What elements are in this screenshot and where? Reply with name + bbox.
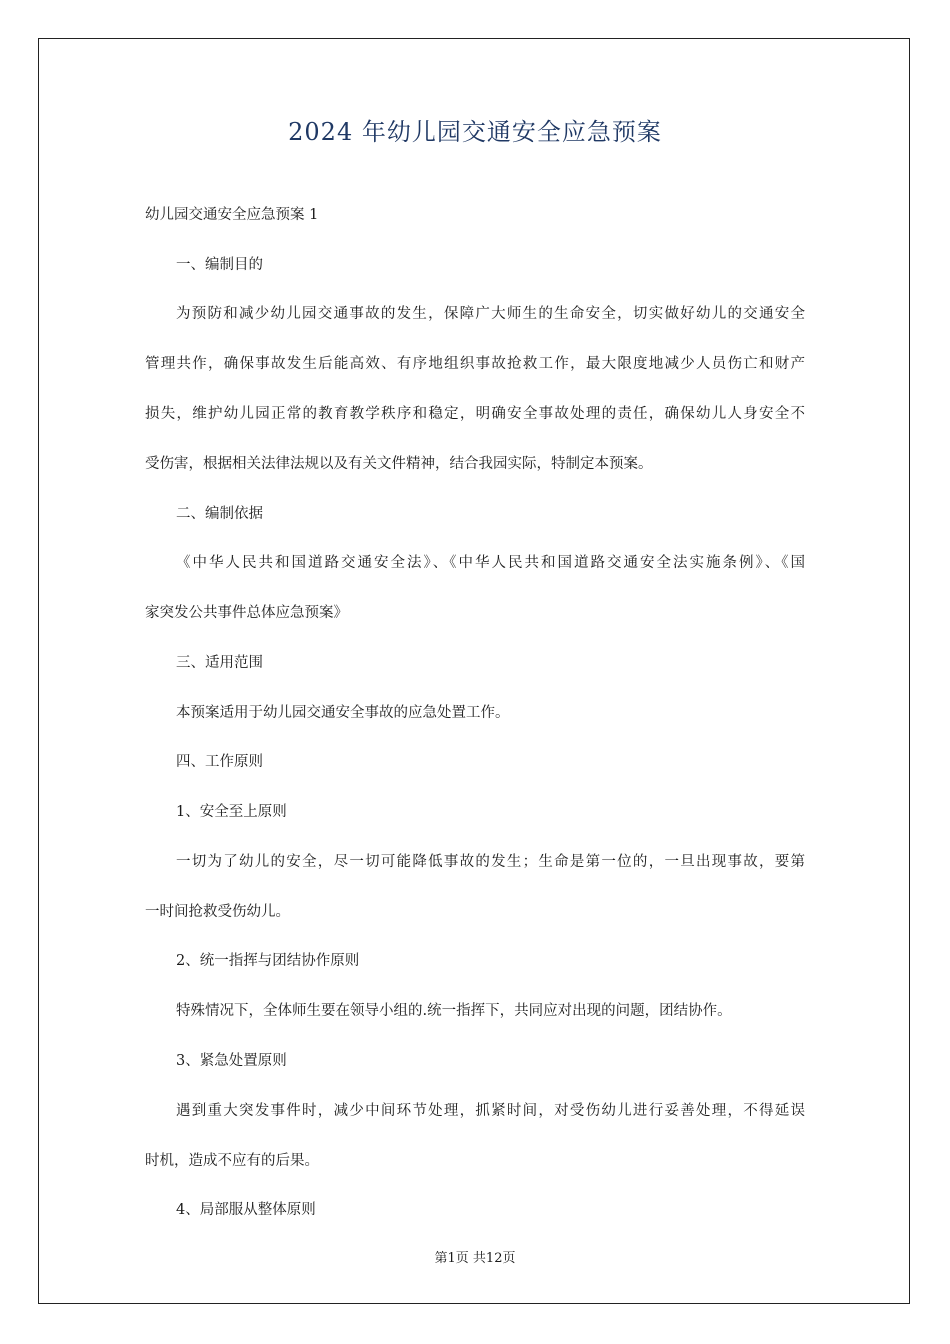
paragraph-line: 损失，维护幼儿园正常的教育教学秩序和稳定，明确安全事故处理的责任，确保幼儿人身安全不 (145, 406, 805, 422)
subheading-purpose: 一、编制目的 (176, 257, 263, 273)
paragraph-line: 时机，造成不应有的后果。 (145, 1153, 319, 1169)
paragraph-line: 本预案适用于幼儿园交通安全事故的应急处置工作。 (176, 705, 510, 721)
principle-heading: 4、局部服从整体原则 (176, 1202, 316, 1218)
paragraph-line: 受伤害，根据相关法律法规以及有关文件精神，结合我园实际，特制定本预案。 (145, 456, 653, 472)
principle-heading: 3、紧急处置原则 (176, 1053, 287, 1069)
page-footer: 第1页 共12页 (434, 1251, 516, 1266)
paragraph-line: 一时间抢救受伤幼儿。 (145, 904, 290, 920)
paragraph-line: 特殊情况下，全体师生要在领导小组的.统一指挥下，共同应对出现的问题，团结协作。 (176, 1003, 732, 1019)
paragraph-line: 为预防和减少幼儿园交通事故的发生，保障广大师生的生命安全，切实做好幼儿的交通安全 (176, 306, 805, 322)
subheading-principles: 四、工作原则 (176, 754, 263, 770)
principle-heading: 1、安全至上原则 (176, 804, 287, 820)
section-heading: 幼儿园交通安全应急预案 1 (145, 207, 319, 223)
subheading-basis: 二、编制依据 (176, 506, 263, 522)
paragraph-line: 一切为了幼儿的安全，尽一切可能降低事故的发生；生命是第一位的，一旦出现事故，要第 (176, 854, 805, 870)
document-title: 2024 年幼儿园交通安全应急预案 (288, 118, 662, 146)
principle-heading: 2、统一指挥与团结协作原则 (176, 953, 360, 969)
subheading-scope: 三、适用范围 (176, 655, 263, 671)
paragraph-line: 管理共作，确保事故发生后能高效、有序地组织事故抢救工作，最大限度地减少人员伤亡和财产 (145, 356, 805, 372)
paragraph-line: 《中华人民共和国道路交通安全法》、《中华人民共和国道路交通安全法实施条例》、《国 (176, 555, 805, 571)
paragraph-line: 家突发公共事件总体应急预案》 (145, 605, 348, 621)
paragraph-line: 遇到重大突发事件时，减少中间环节处理，抓紧时间，对受伤幼儿进行妥善处理，不得延误 (176, 1103, 805, 1119)
